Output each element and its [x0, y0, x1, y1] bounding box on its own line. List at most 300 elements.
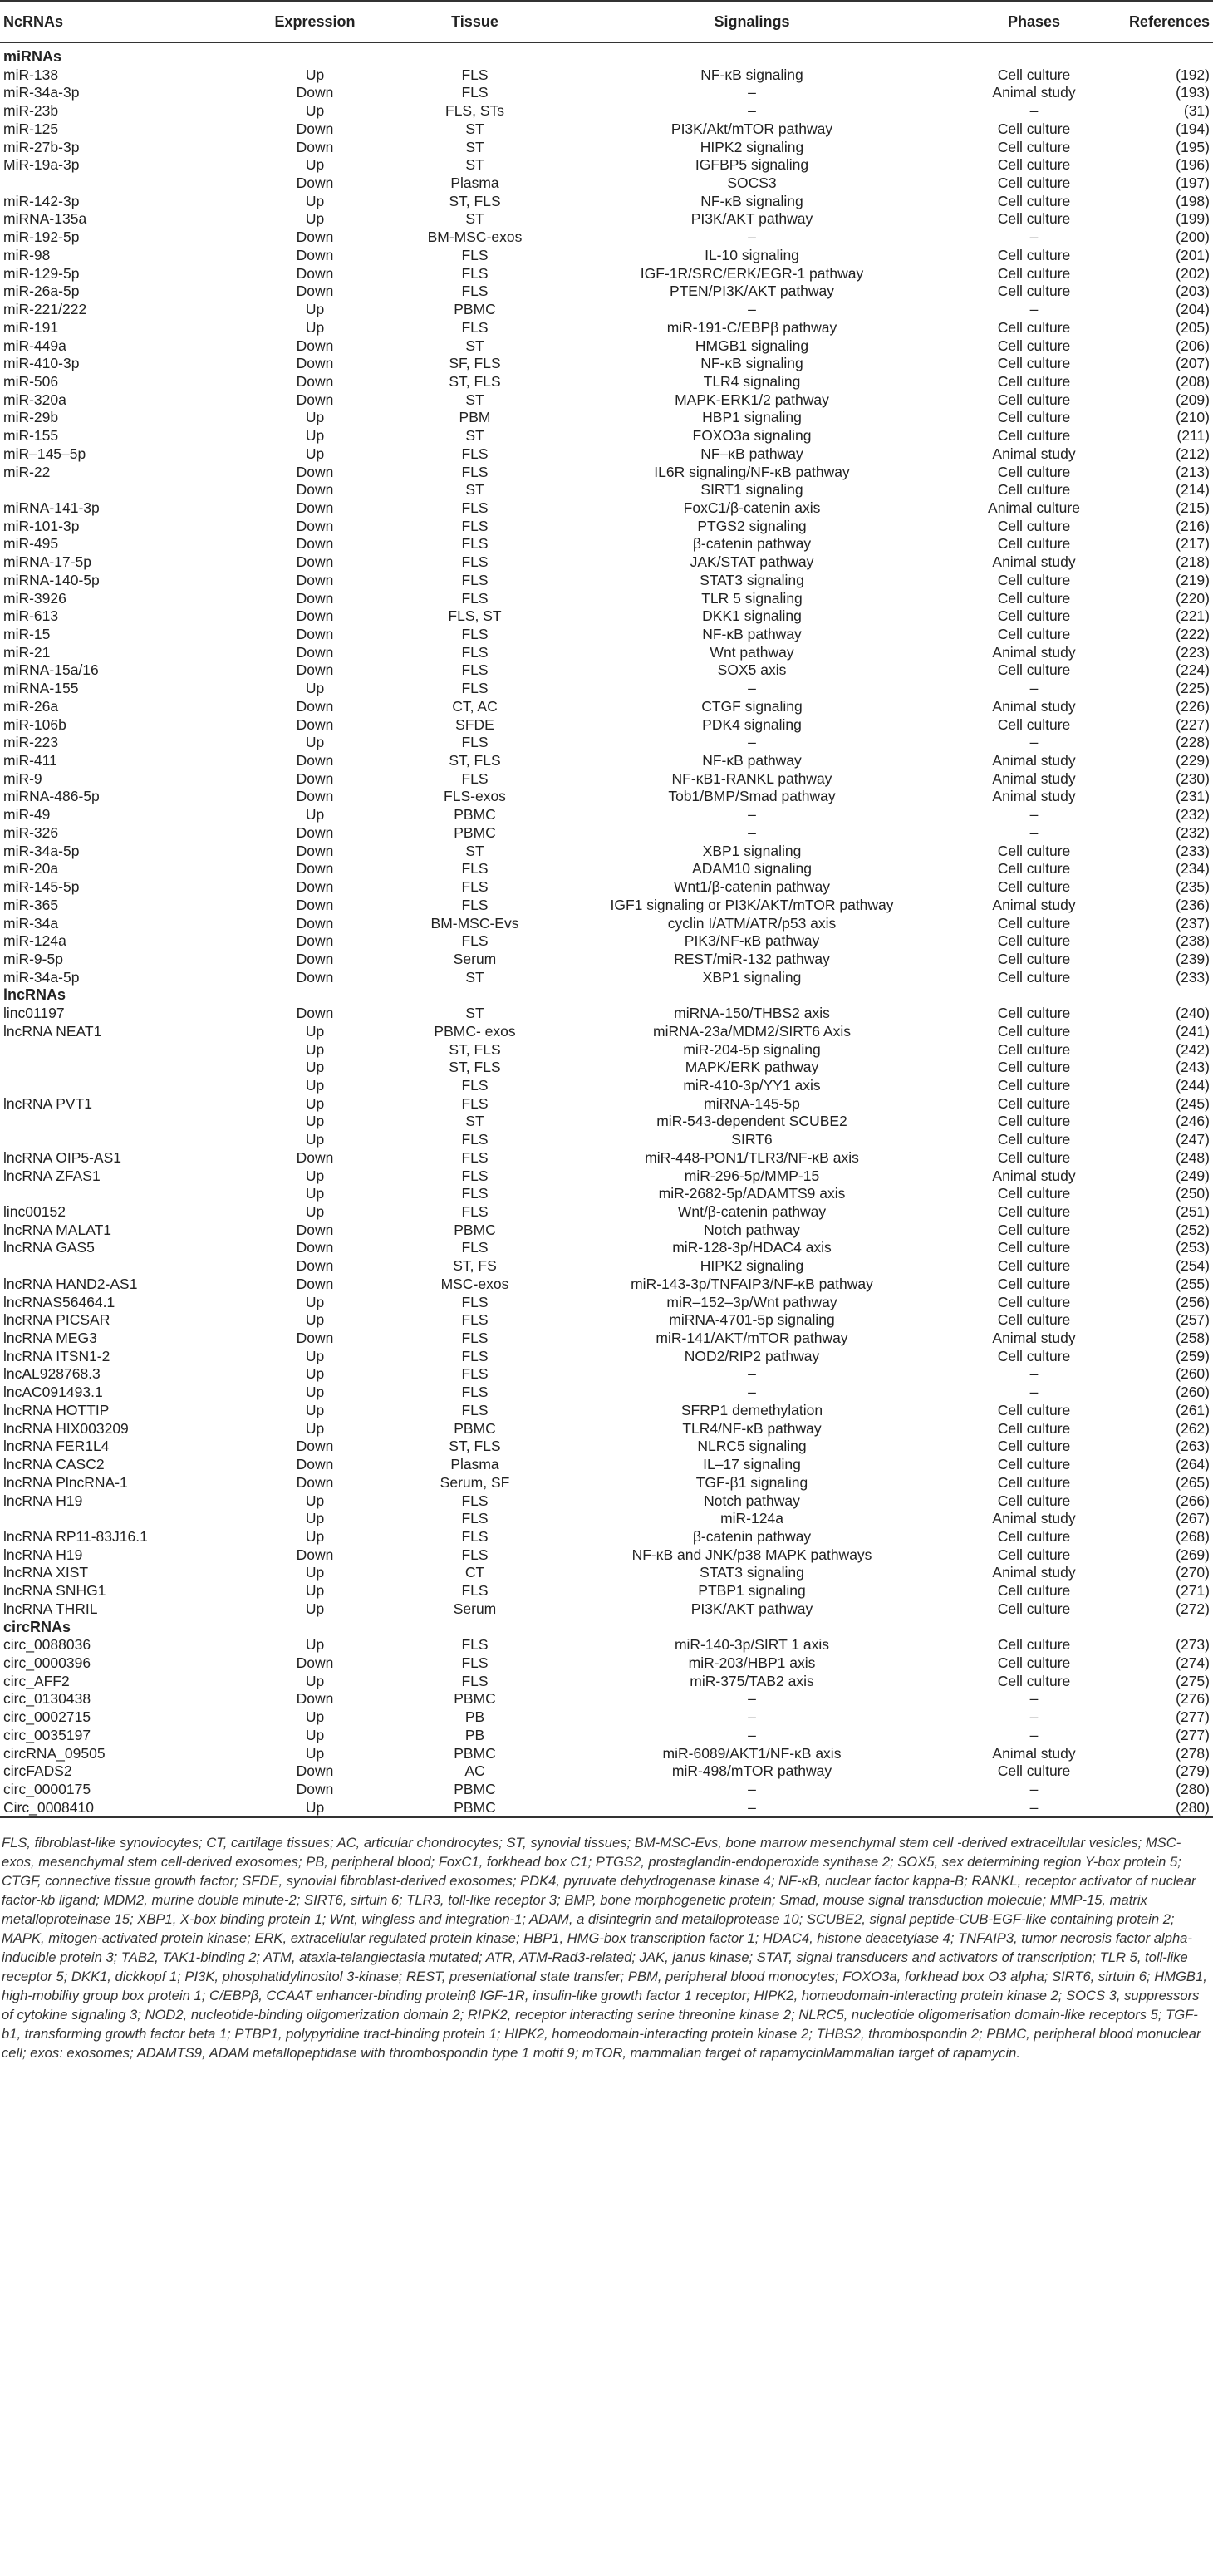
signaling-cell: IL6R signaling/NF-κB pathway [654, 463, 850, 480]
reference-cell: (262) [1176, 1419, 1210, 1437]
ncrna-cell: miR-49 [3, 806, 51, 823]
phase-cell: – [1029, 680, 1039, 697]
reference-cell: (232) [1176, 823, 1210, 841]
table-row [0, 535, 1213, 553]
section-header-row [0, 42, 1213, 66]
ncrna-cell: miR-365 [3, 896, 59, 913]
reference-cell: (236) [1176, 896, 1210, 913]
table-row [0, 1131, 1213, 1149]
table-row [0, 553, 1213, 572]
signaling-cell: miR-143-3p/TNFAIP3/NF-κB pathway [631, 1275, 873, 1292]
expression-cell: Up [305, 427, 325, 445]
expression-cell: Up [305, 102, 325, 120]
phase-cell: Cell culture [997, 517, 1071, 534]
expression-cell: Up [305, 318, 325, 336]
tissue-cell: ST [465, 138, 484, 155]
tissue-cell: PBMC [454, 1744, 496, 1762]
tissue-cell: FLS [461, 264, 489, 282]
table-row [0, 427, 1213, 445]
table-row [0, 193, 1213, 211]
table-row [0, 1492, 1213, 1511]
phase-cell: Cell culture [997, 715, 1071, 733]
table-row [0, 607, 1213, 626]
ncrna-cell: miR–145–5p [3, 445, 86, 462]
tissue-cell: MSC-exos [440, 1275, 509, 1292]
table-row [0, 626, 1213, 644]
phase-cell: Cell culture [997, 1040, 1071, 1058]
ncrna-cell: miR-106b [3, 715, 66, 733]
table-row [0, 1005, 1213, 1023]
phase-cell: Cell culture [997, 1456, 1071, 1473]
reference-cell: (279) [1176, 1762, 1210, 1780]
signaling-cell: – [748, 301, 756, 318]
phase-cell: Cell culture [997, 246, 1071, 263]
signaling-cell: Notch pathway [704, 1221, 800, 1238]
signaling-cell: Wnt1/β-catenin pathway [673, 878, 831, 896]
phase-cell: Cell culture [997, 914, 1071, 932]
signaling-cell: Wnt/β-catenin pathway [677, 1203, 827, 1220]
expression-cell: Down [296, 571, 334, 588]
reference-cell: (198) [1176, 192, 1210, 209]
ncrna-cell: miR-34a [3, 914, 59, 932]
phase-cell: – [1029, 1708, 1039, 1726]
signaling-cell: NF–κB pathway [700, 445, 803, 462]
table-row [0, 698, 1213, 716]
ncrna-cell: miR-3926 [3, 589, 66, 607]
signaling-cell: PI3K/Akt/mTOR pathway [670, 120, 833, 137]
tissue-cell: FLS [461, 878, 489, 896]
signaling-cell: miR-204-5p signaling [683, 1040, 821, 1058]
reference-cell: (275) [1176, 1672, 1210, 1689]
tissue-cell: FLS [461, 1094, 489, 1112]
phase-cell: Animal study [992, 697, 1076, 715]
ncrna-cell: circRNA_09505 [3, 1744, 106, 1762]
signaling-cell: SIRT6 [731, 1131, 773, 1148]
tissue-cell: ST [465, 1005, 484, 1022]
phase-cell: Animal study [992, 1564, 1076, 1581]
expression-cell: Down [296, 661, 334, 679]
reference-cell: (225) [1176, 680, 1210, 697]
table-row [0, 932, 1213, 951]
signaling-cell: HMGB1 signaling [695, 337, 809, 354]
reference-cell: (218) [1176, 553, 1210, 571]
tissue-cell: ST [465, 391, 484, 408]
reference-cell: (241) [1176, 1022, 1210, 1040]
signaling-cell: cyclin I/ATM/ATR/p53 axis [667, 914, 837, 932]
signaling-cell: miR-2682-5p/ADAMTS9 axis [658, 1185, 846, 1202]
expression-cell: Down [296, 1473, 334, 1491]
tissue-cell: PBMC [454, 1690, 496, 1708]
table-row [0, 283, 1213, 301]
reference-cell: (195) [1176, 138, 1210, 155]
signaling-cell: HBP1 signaling [702, 409, 802, 426]
expression-cell: Down [296, 1654, 334, 1671]
expression-cell: Up [305, 1564, 325, 1581]
tissue-cell: FLS, STs [445, 102, 504, 120]
signaling-cell: SIRT1 signaling [700, 481, 803, 499]
signaling-cell: – [748, 229, 756, 246]
tissue-cell: FLS [461, 463, 489, 480]
section-header-row [0, 1619, 1213, 1637]
ncrna-cell [0, 1131, 235, 1149]
reference-cell: (253) [1176, 1239, 1210, 1256]
table-row [0, 680, 1213, 698]
header-phases: Phases [945, 1, 1119, 42]
tissue-cell: FLS [461, 860, 489, 878]
phase-cell: Cell culture [997, 210, 1071, 228]
ncrna-cell: lncRNA H19 [3, 1546, 83, 1563]
signaling-cell: NF-κB signaling [700, 66, 803, 83]
ncrna-cell: miR-34a-3p [3, 84, 80, 101]
reference-cell: (226) [1176, 697, 1210, 715]
expression-cell: Up [305, 1293, 325, 1310]
table-row [0, 1745, 1213, 1763]
table-row [0, 120, 1213, 139]
signaling-cell: HIPK2 signaling [700, 1257, 804, 1275]
ncrna-cell: miR-320a [3, 391, 66, 408]
signaling-cell: TLR4/NF-κB pathway [682, 1419, 822, 1437]
reference-cell: (268) [1176, 1527, 1210, 1545]
expression-cell: Down [296, 138, 334, 155]
table-row [0, 1077, 1213, 1095]
expression-cell: Down [296, 463, 334, 480]
reference-cell: (215) [1176, 499, 1210, 516]
phase-cell: – [1029, 1781, 1039, 1797]
reference-cell: (273) [1176, 1636, 1210, 1654]
phase-cell: Animal study [992, 553, 1076, 571]
expression-cell: Down [296, 553, 334, 571]
table-row [0, 1582, 1213, 1600]
expression-cell: Up [305, 1040, 325, 1058]
expression-cell: Up [305, 1384, 325, 1401]
phase-cell: Cell culture [997, 1203, 1071, 1220]
phase-cell: Cell culture [997, 1005, 1071, 1022]
phase-cell: Cell culture [997, 156, 1071, 174]
phase-cell: – [1029, 1365, 1039, 1383]
signaling-cell: β-catenin pathway [692, 1527, 812, 1545]
reference-cell: (264) [1176, 1456, 1210, 1473]
ncrna-cell: lncRNA RP11-83J16.1 [3, 1527, 148, 1545]
section-title: lncRNAs [3, 986, 66, 1004]
reference-cell: (220) [1176, 589, 1210, 607]
ncrna-cell: miR-124a [3, 932, 66, 950]
ncrna-cell: linc01197 [3, 1005, 65, 1022]
expression-cell: Down [296, 355, 334, 372]
tissue-cell: FLS [461, 932, 489, 950]
tissue-cell: FLS [461, 283, 489, 300]
signaling-cell: SOCS3 [727, 175, 777, 192]
reference-cell: (269) [1176, 1546, 1210, 1563]
signaling-cell: XBP1 signaling [702, 968, 802, 986]
phase-cell: Cell culture [997, 1347, 1071, 1364]
reference-cell: (199) [1176, 210, 1210, 228]
phase-cell: Cell culture [997, 878, 1071, 896]
signaling-cell: NF-κB and JNK/p38 MAPK pathways [631, 1546, 872, 1563]
reference-cell: (252) [1176, 1221, 1210, 1238]
reference-cell: (265) [1176, 1473, 1210, 1491]
expression-cell: Down [296, 1330, 334, 1347]
phase-cell: Cell culture [997, 1094, 1071, 1112]
signaling-cell: PTGS2 signaling [697, 517, 807, 534]
expression-cell: Up [305, 1347, 325, 1364]
phase-cell: Animal study [992, 643, 1076, 661]
signaling-cell: NLRC5 signaling [697, 1438, 807, 1455]
expression-cell: Down [296, 1239, 334, 1256]
tissue-cell: ST [465, 337, 484, 354]
tissue-cell: FLS [461, 643, 489, 661]
reference-cell: (222) [1176, 626, 1210, 642]
phase-cell: Cell culture [997, 1600, 1071, 1617]
tissue-cell: PBM [459, 409, 491, 426]
table-row [0, 1727, 1213, 1745]
phase-cell: – [1029, 229, 1039, 246]
tissue-cell: ST [465, 842, 484, 859]
signaling-cell: NF-κB pathway [702, 626, 802, 642]
expression-cell: Up [305, 1059, 325, 1076]
ncrna-cell: lncRNA ITSN1-2 [3, 1347, 110, 1364]
tissue-cell: PBMC [454, 823, 496, 841]
phase-cell: Cell culture [997, 1762, 1071, 1780]
ncrna-cell: miR-192-5p [3, 229, 80, 246]
signaling-cell: – [748, 1384, 756, 1401]
phase-cell: Cell culture [997, 481, 1071, 499]
signaling-cell: Wnt pathway [710, 643, 794, 661]
ncrna-cell: miR-125 [3, 120, 59, 137]
signaling-cell: FOXO3a signaling [692, 427, 812, 445]
tissue-cell: FLS [461, 769, 489, 787]
phase-cell: Cell culture [997, 1131, 1071, 1148]
reference-cell: (207) [1176, 355, 1210, 372]
signaling-cell: XBP1 signaling [702, 842, 802, 859]
reference-cell: (201) [1176, 246, 1210, 263]
tissue-cell: Serum [453, 950, 497, 967]
reference-cell: (280) [1176, 1781, 1210, 1797]
ncrna-cell: miRNA-486-5p [3, 788, 100, 805]
expression-cell: Down [296, 896, 334, 913]
ncrna-cell: lncRNA MALAT1 [3, 1221, 111, 1238]
table-row [0, 1168, 1213, 1186]
tissue-cell: PBMC [454, 301, 496, 318]
tissue-cell: ST [465, 427, 484, 445]
tissue-cell: ST [465, 481, 484, 499]
ncrna-cell [0, 1510, 235, 1528]
ncrna-cell [0, 1113, 235, 1131]
reference-cell: (213) [1176, 463, 1210, 480]
table-row [0, 1384, 1213, 1402]
reference-cell: (266) [1176, 1492, 1210, 1509]
tissue-cell: ST, FS [453, 1257, 497, 1275]
table-row [0, 1239, 1213, 1257]
table-row [0, 409, 1213, 427]
ncrna-cell: lncRNA OIP5-AS1 [3, 1148, 121, 1166]
tissue-cell: PBMC [454, 1419, 496, 1437]
tissue-cell: FLS [461, 535, 489, 553]
phase-cell: Cell culture [997, 1419, 1071, 1437]
reference-cell: (204) [1176, 301, 1210, 318]
table-row [0, 788, 1213, 806]
signaling-cell: TLR 5 signaling [701, 589, 803, 607]
table-row [0, 139, 1213, 157]
table-row [0, 1546, 1213, 1565]
expression-cell: Up [305, 680, 325, 697]
ncrna-cell: Circ_0008410 [0, 1799, 235, 1818]
tissue-cell: FLS [461, 1510, 489, 1527]
reference-cell: (248) [1176, 1148, 1210, 1166]
ncrna-cell: miRNA-140-5p [3, 571, 100, 588]
tissue-cell: ST [465, 120, 484, 137]
reference-cell: (206) [1176, 337, 1210, 354]
expression-cell: Down [296, 1275, 334, 1292]
expression-cell: Up [305, 445, 325, 462]
signaling-cell: Tob1/BMP/Smad pathway [668, 788, 836, 805]
ncrna-cell: lncRNA XIST [3, 1564, 89, 1581]
table-row [0, 84, 1213, 102]
tissue-cell: FLS [461, 1076, 489, 1094]
reference-cell: (243) [1176, 1059, 1210, 1076]
signaling-cell: – [748, 1781, 756, 1797]
table-row [0, 1276, 1213, 1294]
table-row [0, 1781, 1213, 1799]
signaling-cell: NF-κB1-RANKL pathway [671, 769, 832, 787]
tissue-cell: BM-MSC-exos [427, 229, 523, 246]
reference-cell: (251) [1176, 1203, 1210, 1220]
table-row [0, 969, 1213, 987]
header-ncrnas: NcRNAs [0, 1, 235, 42]
tissue-cell: FLS [461, 1672, 489, 1689]
signaling-cell: – [748, 806, 756, 823]
ncrna-cell: miRNA-15a/16 [3, 661, 99, 679]
signaling-cell: miR-203/HBP1 axis [688, 1654, 816, 1671]
table-row [0, 1203, 1213, 1222]
signaling-cell: miR-140-3p/SIRT 1 axis [674, 1636, 830, 1654]
expression-cell: Up [305, 1672, 325, 1689]
reference-cell: (205) [1176, 318, 1210, 336]
reference-cell: (221) [1176, 607, 1210, 625]
table-row [0, 1456, 1213, 1474]
expression-cell: Down [296, 932, 334, 950]
section-header-row [0, 986, 1213, 1005]
reference-cell: (231) [1176, 788, 1210, 805]
expression-cell: Down [296, 481, 334, 499]
table-row [0, 1041, 1213, 1059]
header-signalings: Signalings [555, 1, 945, 42]
table-row [0, 1654, 1213, 1673]
ncrna-cell: miR-34a-5p [3, 842, 80, 859]
signaling-cell: DKK1 signaling [702, 607, 802, 625]
expression-cell: Down [296, 246, 334, 263]
ncrna-cell: lncRNA FER1L4 [3, 1438, 110, 1455]
phase-cell: – [1029, 823, 1039, 841]
table-row [0, 355, 1213, 373]
phase-cell: Animal study [992, 1330, 1076, 1347]
ncrna-cell: miR-98 [3, 246, 51, 263]
tissue-cell: FLS [461, 896, 489, 913]
phase-cell: Cell culture [997, 337, 1071, 354]
reference-cell: (270) [1176, 1564, 1210, 1581]
signaling-cell: – [748, 102, 756, 120]
tissue-cell: FLS [461, 66, 489, 83]
signaling-cell: miR-410-3p/YY1 axis [683, 1076, 821, 1094]
table-row [0, 897, 1213, 915]
signaling-cell: miR-128-3p/HDAC4 axis [672, 1239, 832, 1256]
table-row [0, 661, 1213, 680]
tissue-cell: FLS [461, 1148, 489, 1166]
phase-cell: Animal study [992, 788, 1076, 805]
tissue-cell: FLS [461, 1527, 489, 1545]
ncrna-cell: circ_0035197 [3, 1726, 91, 1743]
ncrna-cell: miR-221/222 [3, 301, 87, 318]
signaling-cell: STAT3 signaling [700, 571, 804, 588]
expression-cell: Up [305, 66, 325, 83]
expression-cell: Up [305, 1419, 325, 1437]
tissue-cell: FLS [461, 1582, 489, 1600]
table-row [0, 156, 1213, 175]
reference-cell: (261) [1176, 1401, 1210, 1418]
ncrna-cell: miR-411 [3, 752, 57, 769]
signaling-cell: miR-375/TAB2 axis [690, 1672, 814, 1689]
signaling-cell: NOD2/RIP2 pathway [684, 1347, 820, 1364]
phase-cell: Cell culture [997, 66, 1071, 83]
tissue-cell: PBMC [391, 1799, 555, 1818]
tissue-cell: PBMC [454, 1781, 496, 1797]
reference-cell: (260) [1176, 1365, 1210, 1383]
signaling-cell: miR-543-dependent SCUBE2 [656, 1113, 847, 1130]
signaling-cell: – [748, 1365, 756, 1383]
ncrna-cell: miRNA-17-5p [3, 553, 91, 571]
phase-cell: Cell culture [997, 1546, 1071, 1563]
signaling-cell: TLR4 signaling [703, 372, 801, 390]
expression-cell: Down [296, 643, 334, 661]
ncrna-cell: miR-34a-5p [3, 968, 80, 986]
table-row [0, 1311, 1213, 1330]
table-row [0, 843, 1213, 861]
tissue-cell: FLS [461, 571, 489, 588]
expression-cell: Up [305, 210, 325, 228]
ncrna-cell: lncRNA NEAT1 [3, 1022, 102, 1040]
ncrna-cell: miR-21 [3, 643, 51, 661]
tissue-cell: Serum [453, 1600, 497, 1617]
tissue-cell: FLS [461, 1546, 489, 1563]
tissue-cell: FLS [461, 734, 489, 751]
table-row [0, 1420, 1213, 1438]
table-row [0, 464, 1213, 482]
signaling-cell: miRNA-150/THBS2 axis [674, 1005, 830, 1022]
expression-cell: Down [296, 1438, 334, 1455]
tissue-cell: FLS [461, 1239, 489, 1256]
table-row [0, 265, 1213, 283]
expression-cell: Down [296, 391, 334, 408]
tissue-cell: FLS [461, 1347, 489, 1364]
expression-cell: Up [305, 1203, 325, 1220]
signaling-cell: miRNA-23a/MDM2/SIRT6 Axis [653, 1022, 851, 1040]
phase-cell: – [1029, 1690, 1039, 1708]
reference-cell: (267) [1176, 1510, 1210, 1527]
reference-cell: (197) [1176, 175, 1210, 192]
reference-cell: (276) [1176, 1690, 1210, 1708]
ncrna-cell: circ_AFF2 [3, 1672, 70, 1689]
ncrna-cell: miR-15 [3, 626, 51, 642]
expression-cell: Down [296, 950, 334, 967]
ncrna-cell: lncAC091493.1 [3, 1384, 103, 1401]
expression-cell: Up [305, 156, 325, 174]
ncrna-cell: lncRNA THRIL [3, 1600, 98, 1617]
tissue-cell: BM-MSC-Evs [430, 914, 519, 932]
expression-cell: Up [305, 1094, 325, 1112]
expression-cell: Down [296, 769, 334, 787]
reference-cell: (208) [1176, 372, 1210, 390]
table-row [0, 860, 1213, 878]
reference-cell: (254) [1176, 1257, 1210, 1275]
